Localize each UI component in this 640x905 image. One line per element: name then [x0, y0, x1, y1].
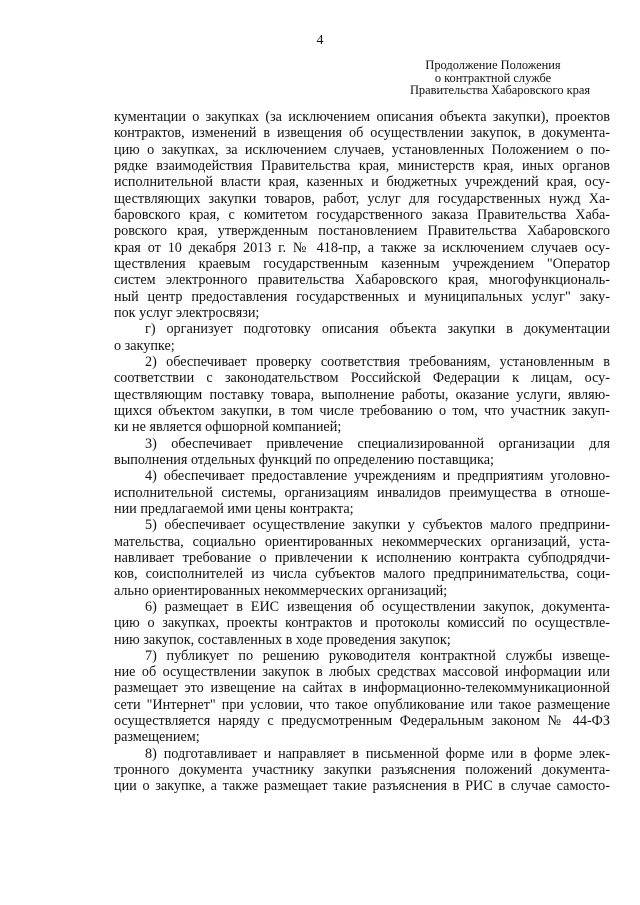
- text-line: о закупке;: [114, 337, 175, 354]
- text-line: ный центр предоставления государственных и муниципальных услуг" заку-: [114, 288, 610, 305]
- text-line: исполнительной системы, организациям инвалидов преимущества в отноше-: [114, 484, 610, 501]
- running-header: [383, 59, 603, 97]
- text-line: исполнительной власти края, казенных и бюджетных учреждений края, осу-: [114, 174, 610, 191]
- text-line: соответствии с законодательством Российской Федерации к лицам, осу-: [114, 370, 610, 387]
- text-line: ки не является офшорной компанией;: [114, 419, 342, 436]
- text-line: рядке взаимодействия Правительства края, министерств края, иных органов: [114, 157, 610, 174]
- text-line: ков, соисполнителей из числа субъектов малого предпринимательства, соци-: [114, 566, 610, 583]
- text-line: края от 10 декабря 2013 г. № 418-пр, а также за исключением случаев осу-: [114, 239, 610, 256]
- text-line: мательства, социально ориентированных некоммерческих организаций, уста-: [114, 533, 610, 550]
- text-line: баровского края, с комитетом государственного заказа Правительства Хаба-: [114, 206, 610, 223]
- body-text: [114, 109, 610, 795]
- running-header-line: Продолжение Положения: [425, 58, 561, 72]
- text-line: щихся объектом закупки, в том числе требованию о том, что участник закуп-: [114, 402, 610, 419]
- text-line: тронного документа участнику закупки разъяснения положений документа-: [114, 762, 610, 779]
- text-line: 5) обеспечивает осуществление закупки у субъектов малого предприни-: [145, 517, 610, 534]
- text-line: пок услуг электросвязи;: [114, 304, 260, 321]
- text-line: размещает это извещение на сайтах в информационно-телекоммуникационной: [114, 680, 610, 697]
- text-line: ально ориентированных некоммерческих организаций;: [114, 582, 448, 599]
- running-header-line: Правительства Хабаровского края: [409, 83, 591, 98]
- text-line: систем электронного правительства Хабаровского края, многофункциональ-: [114, 272, 610, 289]
- text-line: нии предлагаемой ими цены контракта;: [114, 500, 354, 517]
- text-line: контрактов, изменений в извещения об осуществлении закупок, в документа-: [114, 125, 610, 142]
- text-line: ции о закупке, а также размещает такие разъяснения в РИС в случае самосто-: [114, 778, 610, 795]
- text-line: 3) обеспечивает привлечение специализированной организации для: [145, 435, 610, 452]
- text-line: выполнения отдельных функций по определению поставщика;: [114, 451, 494, 468]
- text-line: ществляющих закупки товаров, работ, услуг для государственных нужд Ха-: [114, 190, 610, 207]
- text-line: ние об осуществлении закупок в любых средствах массовой информации или: [114, 664, 610, 681]
- text-line: ровского края, утвержденным постановлением Правительства Хабаровского: [114, 223, 610, 240]
- text-line: сети "Интернет" при условии, что такое опубликование или такое размещение: [114, 696, 610, 713]
- text-line: ществления краевым государственным казенным учреждением "Оператор: [114, 255, 610, 272]
- text-line: навливает требование о привлечении к исполнению контракта субподрядчи-: [114, 549, 610, 566]
- text-line: 2) обеспечивает проверку соответствия требованиям, установленным в: [145, 353, 610, 370]
- text-line: размещением;: [114, 729, 200, 746]
- text-line: 6) размещает в ЕИС извещения об осуществлении закупок, документа-: [145, 598, 610, 615]
- text-line: ществляющим поставку товара, выполнение работы, оказание услуги, являю-: [114, 386, 610, 403]
- text-line: нию закупок, составленных в ходе проведения закупок;: [114, 631, 451, 648]
- text-line: цию о закупках, проекты контрактов и протоколы комиссий по осуществле-: [114, 615, 610, 632]
- text-line: 8) подготавливает и направляет в письменной форме или в форме элек-: [145, 745, 610, 762]
- text-line: кументации о закупках (за исключением описания объекта закупки), проектов: [114, 109, 610, 125]
- text-line: осуществляется наряду с предусмотренным Федеральным законом № 44-ФЗ: [114, 713, 610, 730]
- page-number: 4: [316, 33, 324, 48]
- text-line: цию о закупках, за исключением случаев, установленных Положением о по-: [114, 141, 610, 158]
- text-line: г) организует подготовку описания объекта закупки в документации: [145, 321, 610, 338]
- text-line: 4) обеспечивает предоставление учреждениям и предприятиям уголовно-: [145, 468, 610, 485]
- text-line: 7) публикует по решению руководителя контрактной службы извеще-: [145, 647, 610, 664]
- running-header-line: о контрактной службе: [434, 70, 552, 85]
